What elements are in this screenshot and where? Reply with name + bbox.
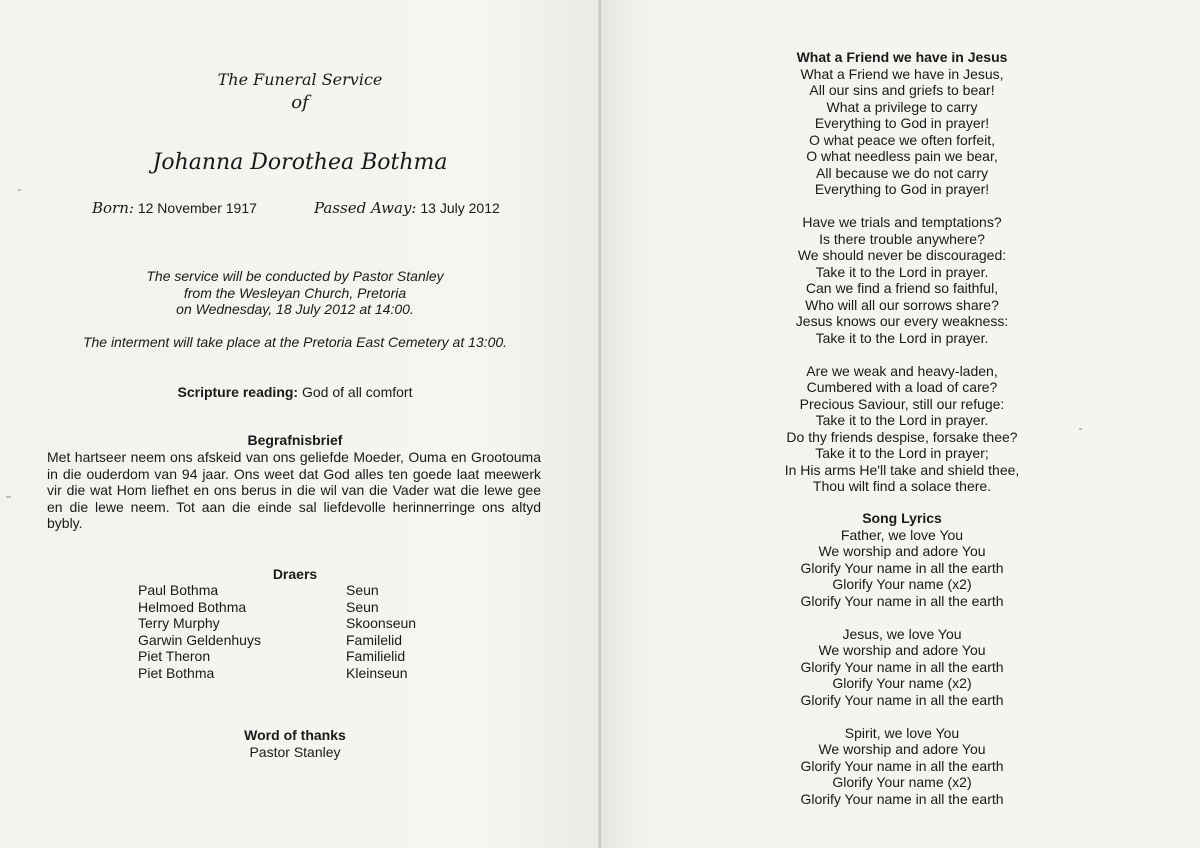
lyric-line: We worship and adore You <box>818 642 986 658</box>
song-stanza <box>702 527 1102 610</box>
deceased-name: Johanna Dorothea Bothma <box>152 150 448 175</box>
thanks-heading: Word of thanks <box>244 727 346 743</box>
born-line <box>92 199 257 217</box>
lyric-line: All our sins and griefs to bear! <box>809 82 995 98</box>
bearer-relation: Seun <box>346 582 379 598</box>
bearer-row <box>138 615 416 632</box>
passed-date: 13 July 2012 <box>420 200 500 216</box>
bearer-row <box>138 582 416 599</box>
service-details <box>40 268 550 318</box>
paper-speck <box>18 189 21 191</box>
song-title: Song Lyrics <box>862 510 942 526</box>
lyric-line: Everything to God in prayer! <box>814 181 990 197</box>
lyric-line: Glorify Your name (x2) <box>832 774 972 790</box>
lyric-line: We worship and adore You <box>818 741 986 757</box>
lyric-line: Jesus knows our every weakness: <box>795 313 1009 329</box>
song-stanza <box>702 626 1102 709</box>
bearer-name: Garwin Geldenhuys <box>138 631 261 648</box>
lyric-line: Take it to the Lord in prayer. <box>815 263 989 280</box>
bearers-list <box>138 582 416 681</box>
passed-line <box>314 199 500 217</box>
lyric-line: Glorify Your name in all the earth <box>800 790 1004 807</box>
bearer-name: Piet Bothma <box>138 664 215 681</box>
passed-label: Passed Away: <box>314 199 417 217</box>
bearer-row <box>138 648 416 665</box>
lyric-line: Take it to the Lord in prayer; <box>815 445 989 461</box>
lyric-line: Take it to the Lord in prayer. <box>815 329 989 346</box>
scripture-label: Scripture reading: <box>177 384 299 400</box>
lyric-line: Glorify Your name in all the earth <box>800 691 1004 708</box>
service-line: The service will be conducted by Pastor Stanley <box>146 268 444 284</box>
lyric-line: Glorify Your name (x2) <box>832 675 972 691</box>
hymn-title: What a Friend we have in Jesus <box>796 49 1008 65</box>
lyric-line: Spirit, we love You <box>844 724 960 741</box>
brief-text: Met hartseer neem ons afskeid van ons geliefde Moeder, Ouma en Grootouma in die ouderdom van 94 jaar. Ons weet dat God alles ten goede laat meewerk vir die wat Hom liefhet en ons berus in die wil van die Vader wat die lewe gee en die lewe neem. Tot aan die einde sal liefdevolle herinnerringe ons altyd bybly. <box>47 449 541 532</box>
bearer-relation: Kleinseun <box>346 664 408 681</box>
born-label: Born: <box>92 199 134 217</box>
lyric-line: Everything to God in prayer! <box>814 115 990 131</box>
bearer-relation: Skoonseun <box>346 615 417 631</box>
lyric-line: O what needless pain we bear, <box>806 148 998 164</box>
thanks-name: Pastor Stanley <box>249 744 341 760</box>
lyric-line: Can we find a friend so faithful, <box>805 280 999 296</box>
lyric-line: Take it to the Lord in prayer. <box>815 412 989 428</box>
service-line: on Wednesday, 18 July 2012 at 14:00. <box>176 301 414 317</box>
lyric-line: O what peace we often forfeit, <box>809 131 995 148</box>
hymn-section <box>702 49 1102 495</box>
brief-heading: Begrafnisbrief <box>247 432 343 448</box>
lyric-line: What a privilege to carry <box>826 98 978 115</box>
lyric-line: Thou wilt find a solace there. <box>812 478 992 494</box>
lyric-line: Are we weak and heavy-laden, <box>806 362 998 379</box>
bearer-name: Piet Theron <box>138 648 211 664</box>
hymn-stanza <box>702 363 1102 495</box>
lyric-line: Glorify Your name in all the earth <box>800 592 1004 609</box>
lyric-line: Glorify Your name in all the earth <box>800 559 1004 576</box>
song-stanza <box>702 725 1102 808</box>
bearer-relation: Seun <box>346 598 379 615</box>
lyric-line: Glorify Your name in all the earth <box>800 658 1004 675</box>
bearer-name: Paul Bothma <box>138 582 219 598</box>
lyric-line: Precious Saviour, still our refuge: <box>799 395 1005 412</box>
bearer-name: Helmoed Bothma <box>138 598 247 615</box>
lyric-line: What a Friend we have in Jesus, <box>800 65 1004 82</box>
service-line: from the Wesleyan Church, Pretoria <box>183 284 407 301</box>
service-title: The Funeral Service <box>217 70 383 89</box>
scripture-text: God of all comfort <box>301 384 413 400</box>
lyric-line: In His arms He'll take and shield thee, <box>784 461 1020 478</box>
hymn-stanza <box>702 214 1102 346</box>
lyric-line: Glorify Your name in all the earth <box>800 757 1004 774</box>
hymn-stanza <box>702 66 1102 198</box>
bearer-row <box>138 665 416 682</box>
draers-heading: Draers <box>272 566 318 582</box>
lyric-line: All because we do not carry <box>816 164 988 181</box>
born-date: 12 November 1917 <box>137 200 257 216</box>
lyric-line: Cumbered with a load of care? <box>806 379 998 395</box>
lyric-line: Who will all our sorrows share? <box>805 296 999 313</box>
lyric-line: Do thy friends despise, forsake thee? <box>786 428 1018 445</box>
bearer-name: Terry Murphy <box>138 615 220 631</box>
lyric-line: We worship and adore You <box>818 543 986 559</box>
lyric-line: Father, we love You <box>840 526 964 543</box>
lyric-line: We should never be discouraged: <box>797 247 1007 263</box>
lyric-line: Is there trouble anywhere? <box>819 230 985 247</box>
bearer-row <box>138 599 416 616</box>
lyric-line: Have we trials and temptations? <box>802 214 1002 230</box>
scripture-reading <box>40 384 550 400</box>
paper-speck <box>6 496 11 498</box>
bearer-row <box>138 632 416 649</box>
lyric-line: Jesus, we love You <box>842 625 962 642</box>
lyric-line: Glorify Your name (x2) <box>832 576 972 592</box>
service-title-of: of <box>291 92 309 113</box>
bearer-relation: Familelid <box>346 631 403 648</box>
bearer-relation: Familielid <box>346 648 406 664</box>
interment-text: The interment will take place at the Pretoria East Cemetery at 13:00. <box>82 334 508 350</box>
song-section <box>702 510 1102 807</box>
